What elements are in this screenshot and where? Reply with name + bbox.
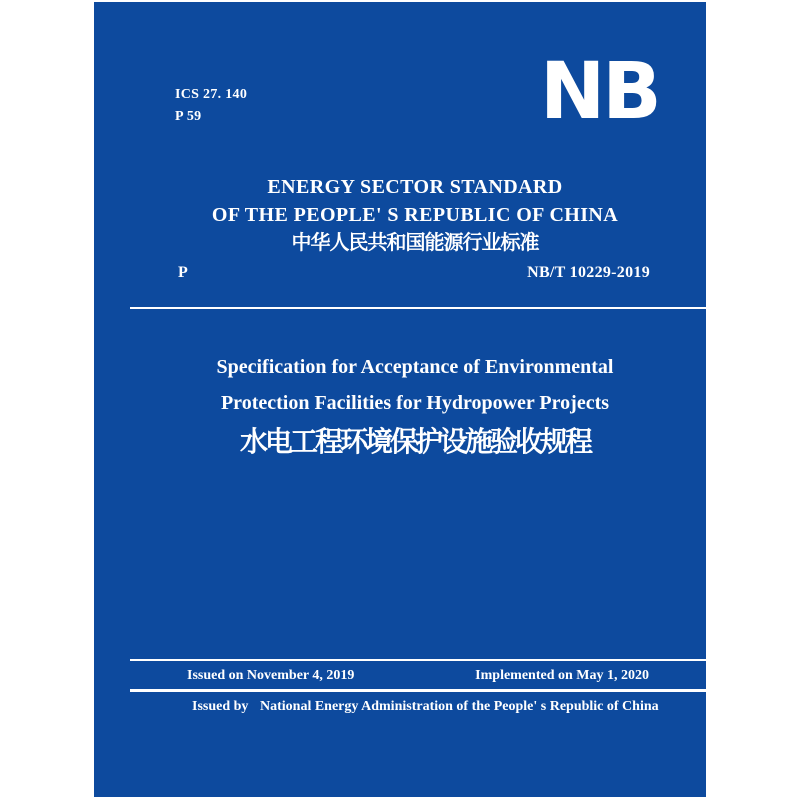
ics-code: ICS 27. 140 xyxy=(175,87,248,102)
issued-by-label: Issued by xyxy=(192,699,249,714)
standard-number: NB/T 10229-2019 xyxy=(527,264,650,281)
divider-rule-top xyxy=(130,307,706,309)
divider-rule-above-dates xyxy=(130,659,706,661)
org-heading xyxy=(124,173,706,257)
implemented-date: Implemented on May 1, 2020 xyxy=(475,668,649,683)
issued-by-value: National Energy Administration of the People' s Republic of China xyxy=(260,699,659,714)
title-zh: 水电工程环境保护设施验收规程 xyxy=(239,427,590,458)
title-block xyxy=(124,355,706,460)
org-heading-line2: OF THE PEOPLE' S REPUBLIC OF CHINA xyxy=(211,204,619,226)
class-letter: P xyxy=(178,264,188,281)
title-en-line1: Specification for Acceptance of Environmental xyxy=(216,356,614,378)
ics-classification-block xyxy=(175,84,247,128)
issued-date: Issued on November 4, 2019 xyxy=(187,668,355,683)
org-heading-line3-zh: 中华人民共和国能源行业标准 xyxy=(291,232,539,254)
doc-class-code: P 59 xyxy=(175,109,202,124)
divider-rule-below-dates xyxy=(130,689,706,692)
org-heading-line1: ENERGY SECTOR STANDARD xyxy=(267,176,563,198)
standard-cover xyxy=(94,2,706,797)
title-en-line2: Protection Facilities for Hydropower Projects xyxy=(220,392,610,414)
nb-logo: NB xyxy=(540,47,659,137)
